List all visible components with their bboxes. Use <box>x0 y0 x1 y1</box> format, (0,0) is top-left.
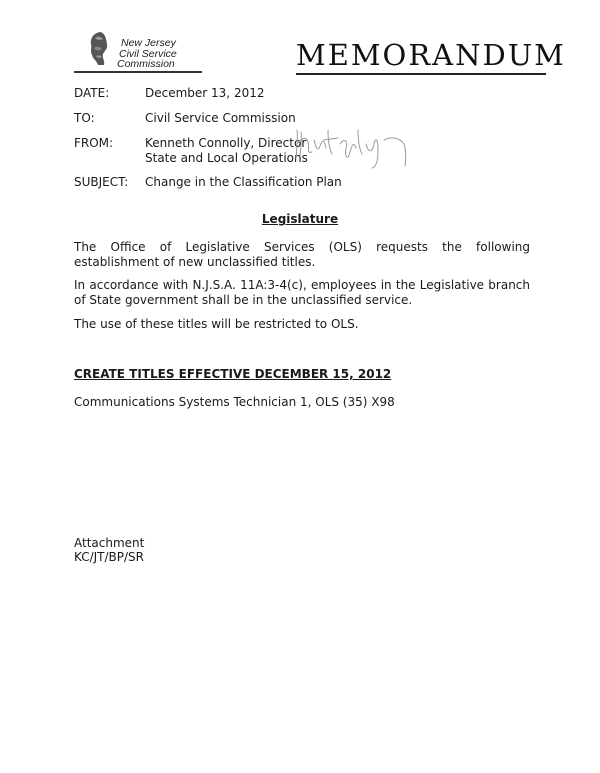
from-label: FROM: <box>74 136 114 150</box>
to-value: Civil Service Commission <box>145 111 296 125</box>
logo-line: Commission <box>117 58 175 70</box>
title-entry: Communications Systems Technician 1, OLS (35) X98 <box>74 395 395 409</box>
logo-line: New Jersey <box>121 37 176 49</box>
subject-label: SUBJECT: <box>74 175 129 189</box>
logo-line: Civil Service <box>119 47 177 60</box>
logo-underline <box>74 71 202 73</box>
nj-seal-icon <box>86 30 116 68</box>
section-heading: Legislature <box>261 212 339 226</box>
from-name: Kenneth Connolly, Director <box>145 136 307 150</box>
date-value: December 13, 2012 <box>145 86 265 100</box>
paragraph-statute: In accordance with N.J.S.A. 11A:3-4(c), employees in the Legislative branch of State government shall be in the unclassified service. <box>74 278 530 307</box>
title-rule <box>296 73 546 75</box>
signature-icon <box>288 118 408 173</box>
create-titles-heading: CREATE TITLES EFFECTIVE DECEMBER 15, 2012 <box>74 367 392 381</box>
date-label: DATE: <box>74 86 110 100</box>
paragraph-restriction: The use of these titles will be restricted to OLS. <box>74 317 359 331</box>
memo-title: MEMORANDUM <box>296 38 566 72</box>
logo-wordmark <box>117 38 177 70</box>
from-department: State and Local Operations <box>145 151 308 165</box>
subject-value: Change in the Classification Plan <box>145 175 342 189</box>
to-label: TO: <box>74 111 95 125</box>
attachment-note: Attachment <box>74 536 145 550</box>
initials-line: KC/JT/BP/SR <box>74 550 145 564</box>
paragraph-request: The Office of Legislative Services (OLS) requests the following establishment of new unclassified titles. <box>74 240 530 269</box>
